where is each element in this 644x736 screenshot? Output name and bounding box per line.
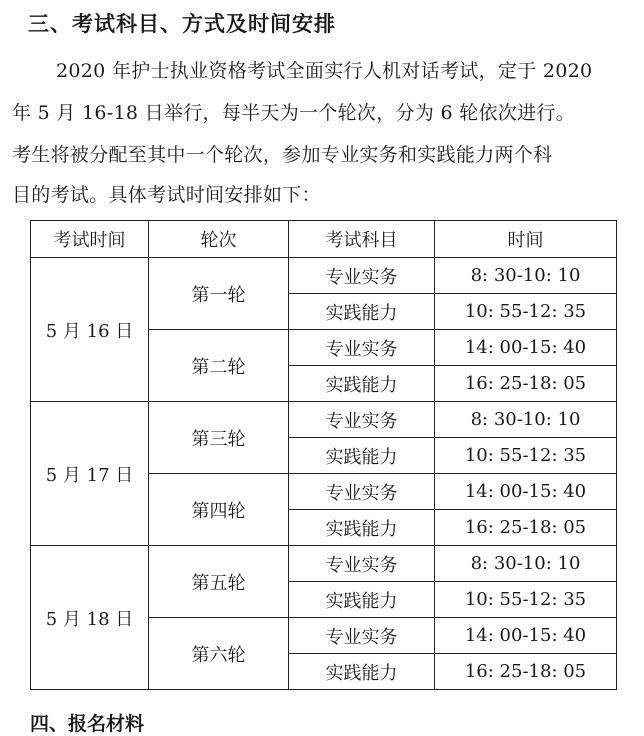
header-exam-date: 考试时间: [31, 221, 149, 258]
time-cell: 8: 30-10: 10: [435, 402, 617, 438]
round-cell: 第五轮: [149, 546, 289, 618]
round-cell: 第一轮: [149, 258, 289, 330]
paragraph-line-2: 年 5 月 16-18 日举行，每半天为一个轮次，分为 6 轮依次进行。: [12, 102, 575, 124]
table-header-row: [31, 221, 617, 258]
subject-cell: 实践能力: [289, 294, 435, 330]
time-cell: 14: 00-15: 40: [435, 618, 617, 654]
table-row: [31, 402, 617, 438]
subject-cell: 实践能力: [289, 654, 435, 690]
subject-cell: 专业实务: [289, 258, 435, 294]
time-cell: 8: 30-10: 10: [435, 258, 617, 294]
subject-cell: 实践能力: [289, 582, 435, 618]
time-cell: 16: 25-18: 05: [435, 366, 617, 402]
header-round: 轮次: [149, 221, 289, 258]
subject-cell: 专业实务: [289, 618, 435, 654]
next-section-heading: 四、报名材料: [30, 713, 145, 735]
subject-cell: 实践能力: [289, 366, 435, 402]
paragraph-line-3: 考生将被分配至其中一个轮次，参加专业实务和实践能力两个科: [12, 144, 553, 166]
paragraph-line-4: 目的考试。具体考试时间安排如下：: [12, 184, 321, 206]
time-cell: 16: 25-18: 05: [435, 654, 617, 690]
time-cell: 16: 25-18: 05: [435, 510, 617, 546]
table-row: [31, 258, 617, 294]
date-cell: 5 月 18 日: [31, 546, 149, 690]
table-row: [31, 546, 617, 582]
subject-cell: 实践能力: [289, 438, 435, 474]
section-heading: 三、考试科目、方式及时间安排: [28, 12, 336, 36]
time-cell: 10: 55-12: 35: [435, 294, 617, 330]
round-cell: 第三轮: [149, 402, 289, 474]
paragraph-line-1: 2020 年护士执业资格考试全面实行人机对话考试，定于 2020: [56, 60, 593, 82]
date-cell: 5 月 17 日: [31, 402, 149, 546]
subject-cell: 专业实务: [289, 546, 435, 582]
subject-cell: 实践能力: [289, 510, 435, 546]
subject-cell: 专业实务: [289, 330, 435, 366]
time-cell: 8: 30-10: 10: [435, 546, 617, 582]
round-cell: 第六轮: [149, 618, 289, 690]
time-cell: 14: 00-15: 40: [435, 330, 617, 366]
exam-schedule-table: [30, 220, 617, 690]
subject-cell: 专业实务: [289, 402, 435, 438]
round-cell: 第二轮: [149, 330, 289, 402]
subject-cell: 专业实务: [289, 474, 435, 510]
header-subject: 考试科目: [289, 221, 435, 258]
time-cell: 14: 00-15: 40: [435, 474, 617, 510]
time-cell: 10: 55-12: 35: [435, 438, 617, 474]
round-cell: 第四轮: [149, 474, 289, 546]
header-time: 时间: [435, 221, 617, 258]
date-cell: 5 月 16 日: [31, 258, 149, 402]
time-cell: 10: 55-12: 35: [435, 582, 617, 618]
